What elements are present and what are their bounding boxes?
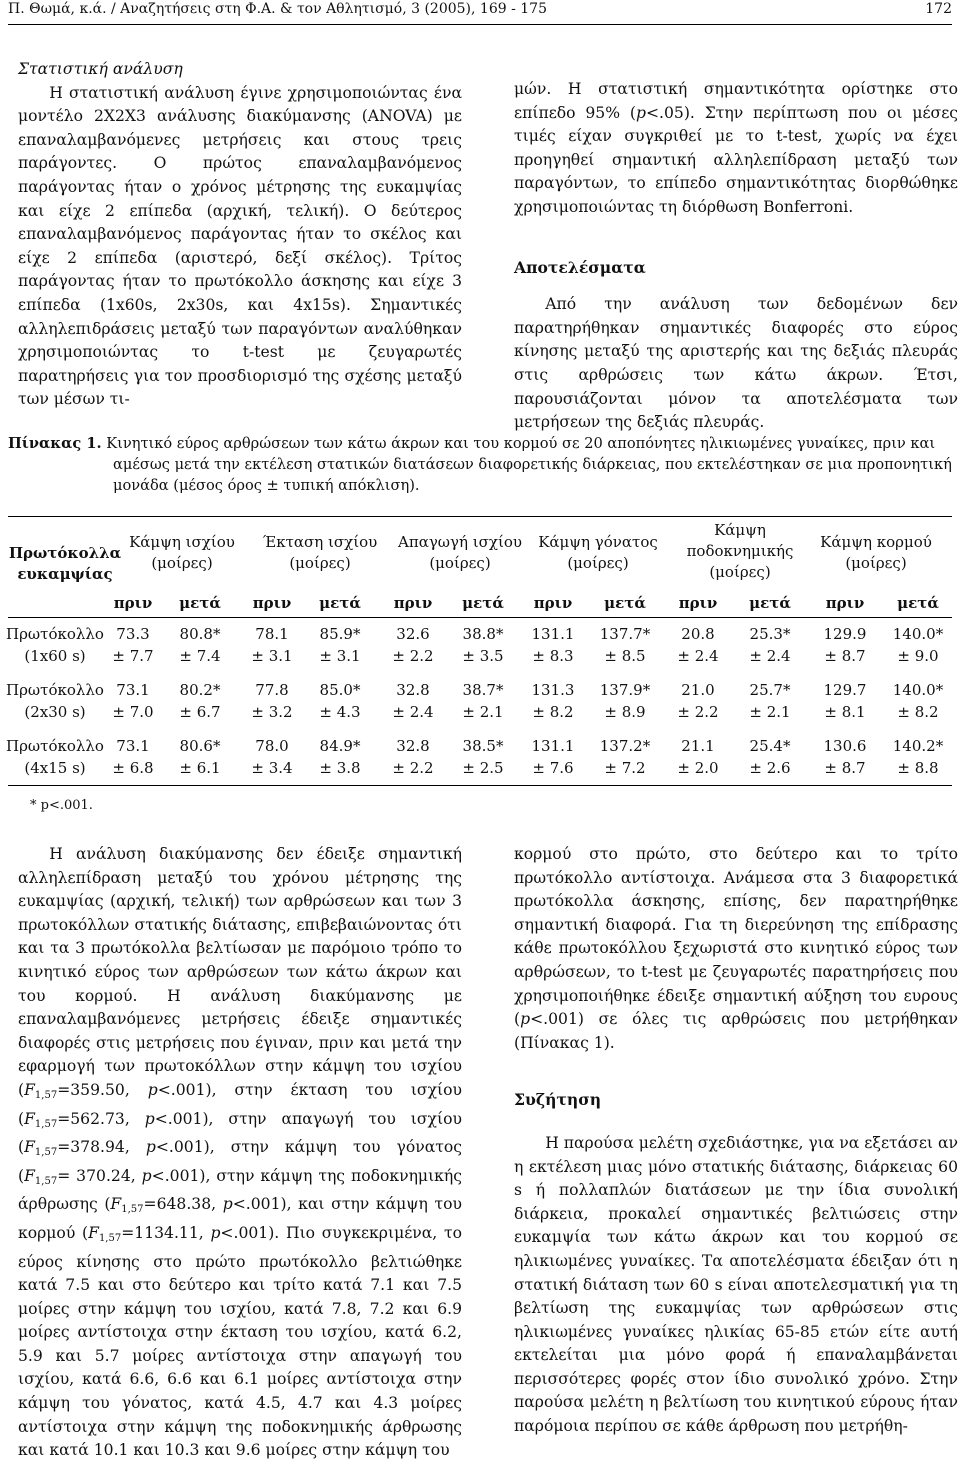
cell-mean: 73.1: [116, 681, 150, 699]
text-span: Η ανάλυση διακύμανσης δεν έδειξε σημαντική αλληλεπίδραση μεταξύ του χρόνου μέτρησης της ευκαμψίας (αρχική, τελική) των αρθρώσεων και των 3 πρωτοκόλλων στατικής διάτασης, επιβεβαιώνοντας ότι και τα 3 πρωτόκολλα βελτίωσαν με παρόμοιο τρόπο το κινητικό εύρος των αρθρώσεων των κάτω άκρων και του κορμού. Η ανάλυση διακύμανσης με επαναλαμβανόμενες μετρήσεις έδειξε σημαντικές διαφορές στις μετρήσεις που έγιναν, πριν και μετά την εφαρμογή των πρωτοκόλλων στην κάμψη του ισχίου (: [18, 845, 462, 1099]
cell-sd: ± 2.6: [749, 759, 791, 777]
cell-sd: ± 2.1: [462, 703, 504, 721]
text-span: <.05). Στην περίπτωση που οι μέσες τιμές είχαν συγκριθεί με το t-test, χωρίς να έχει προηγηθεί σημαντική αλληλεπίδραση μεταξύ των παραγόντων, το επίπεδο σημαντικότητας διορθώθηκε χρησιμοποιώντας τη διόρθωση Bonferroni.: [514, 103, 959, 216]
column-group-header: Κάμψη ποδοκνημικής (μοίρες): [686, 521, 794, 581]
cell-mean: 140.2*: [892, 737, 944, 755]
column-group-header: Έκταση ισχίου (μοίρες): [262, 533, 378, 572]
cell-sd: ± 7.0: [112, 703, 154, 721]
bottom-left-column: [18, 843, 462, 1463]
row-sublabel: (4x15 s): [24, 759, 86, 777]
cell-mean: 73.3: [116, 625, 150, 643]
cell-sd: ± 3.4: [251, 759, 293, 777]
cell-sd: ± 2.1: [749, 703, 791, 721]
cell-sd: ± 3.2: [251, 703, 293, 721]
cell-mean: 32.8: [396, 737, 430, 755]
text-span: <.001), στην απαγωγή του ισχίου (: [18, 1109, 462, 1157]
f-symbol: F: [24, 1109, 35, 1128]
caption-text: Κινητικό εύρος αρθρώσεων των κάτω άκρων και του κορμού σε 20 αποπόνητες ηλικιωμένες γυναίκες, πριν και αμέσως μετά την εκτέλεση στατικών διατάσεων διαφορετικής διάρκειας, που εκτελέστηκαν σε μια προπονητική μονάδα (μέσος όρος ± τυπική απόκλιση).: [101, 435, 952, 494]
df-subscript: 1,57: [34, 1175, 58, 1187]
cell-sd: ± 2.2: [677, 703, 719, 721]
cell-mean: 20.8: [681, 625, 715, 643]
cell-mean: 131.1: [531, 625, 575, 643]
p-symbol: p: [145, 1138, 156, 1157]
f-symbol: F: [24, 1166, 35, 1185]
row-sublabel: (1x60 s): [24, 647, 86, 665]
cell-mean: 73.1: [116, 737, 150, 755]
cell-mean: 131.3: [531, 681, 575, 699]
protocol-column-header: Πρωτόκολλα ευκαμψίας: [8, 544, 122, 583]
column-group-header: Κάμψη ισχίου (μοίρες): [129, 533, 235, 572]
cell-sd: ± 2.5: [462, 759, 504, 777]
cell-sd: ± 2.2: [392, 647, 434, 665]
text-span: <.001). Πιο συγκεκριμένα, το εύρος κίνησης στο πρώτο πρωτόκολλο βελτιώθηκε κατά 7.5 και στο δεύτερο και τρίτο κατά 7.1 και 7.5 μοίρες στην κάμψη του ισχίου, κατά 7.8, 7.2 και 6.9 μοίρες αντίστοιχα στην έκταση του ισχίου, κατά 6.2, 5.9 και 5.7 μοίρες αντίστοιχα στην απαγωγή του ισχίου, κατά 6.6, 6.6 και 6.1 μοίρες αντίστοιχα στην κάμψη του γόνατος, κατά 4.5, 4.7 και 4.3 μοίρες αντίστοιχα στην κάμψη της ποδοκνημικής άρθρωσης και κατά 10.1 και 10.3 και 9.6 μοίρες στην κάμψη του: [18, 1223, 462, 1460]
p-symbol: p: [147, 1080, 158, 1099]
p-symbol: p: [520, 1010, 531, 1029]
cell-mean: 32.8: [396, 681, 430, 699]
p-symbol: p: [222, 1195, 233, 1214]
text-span: <.001), στην κάμψη της ποδοκνημικής άρθρωσης (: [18, 1166, 463, 1214]
row-label: Πρωτόκολλο: [6, 737, 104, 755]
df-subscript: 1,57: [98, 1232, 122, 1244]
cell-sd: ± 7.2: [604, 759, 646, 777]
running-head-citation: Π. Θωμά, κ.ά. / Αναζητήσεις στη Φ.Α. & τον Αθλητισμό, 3 (2005), 169 - 175: [8, 1, 547, 17]
cell-sd: ± 7.7: [112, 647, 154, 665]
discussion-paragraph: Η παρούσα μελέτη σχεδιάστηκε, για να εξετάσει αν η εκτέλεση μιας μόνο στατικής διάτασης, διάρκειας 60 s ή πολλαπλών διατάσεων με την ίδια συνολική διάρκεια, προκαλεί σημαντικές βελτιώσεις στην ευκαμψία των κάτω άκρων και του κορμού σε ηλικιωμένες γυναίκες. Τα αποτελέσματα έδειξαν ότι η στατική διάταση των 60 s είναι αποτελεσματική για τη βελτίωση της ευκαμψίας των αρθρώσεων στις ηλικιωμένες γυναίκες ηλικίας 65-85 ετών είτε αυτή εκτελείται μια μόνο φορά ή επαναλαμβάνεται περισσότερες φορές στον ίδιο συνολικό χρόνο. Στην παρούσα μελέτη η βελτίωση του κινητικού εύρους ήταν παρόμοια περίπου σε κάθε άρθρωση που μετρήθη-: [514, 1133, 958, 1436]
cell-mean: 140.0*: [892, 625, 944, 643]
cell-sd: ± 9.0: [897, 647, 939, 665]
text-span: =1134.11,: [121, 1223, 211, 1242]
cell-sd: ± 2.4: [749, 647, 791, 665]
cell-sd: ± 2.4: [392, 703, 434, 721]
cell-sd: ± 7.6: [532, 759, 574, 777]
p-symbol: p: [635, 103, 646, 122]
subheader-pre: πριν: [678, 594, 718, 612]
f-symbol: F: [88, 1223, 99, 1242]
f-symbol: F: [110, 1195, 122, 1214]
text-span: <.001) σε όλες τις αρθρώσεις που μετρήθηκαν (Πίνακας 1).: [514, 1010, 958, 1052]
cell-mean: 78.0: [255, 737, 289, 755]
cell-sd: ± 3.8: [319, 759, 361, 777]
page-number: 172: [925, 1, 952, 17]
cell-mean: 130.6: [823, 737, 867, 755]
cell-sd: ± 6.1: [179, 759, 221, 777]
cell-sd: ± 8.7: [824, 647, 866, 665]
text-span: μών. Η στατιστική σημαντικότητα ορίστηκε στο επίπεδο 95% (: [514, 80, 958, 122]
cell-mean: 85.0*: [319, 681, 361, 699]
cell-mean: 38.8*: [462, 625, 504, 643]
cell-sd: ± 8.3: [532, 647, 574, 665]
bottom-right-column: [514, 843, 958, 1439]
cell-mean: 131.1: [531, 737, 575, 755]
cell-mean: 38.5*: [462, 737, 504, 755]
cell-sd: ± 8.7: [824, 759, 866, 777]
cell-mean: 80.6*: [179, 737, 221, 755]
text-span: =359.50,: [57, 1080, 148, 1099]
cell-mean: 77.8: [255, 681, 289, 699]
statistics-paragraph: Η στατιστική ανάλυση έγινε χρησιμοποιώντας ένα μοντέλο 2Χ2Χ3 ανάλυσης διακύμανσης (ANOVA) με επαναλαμβανόμενες μετρήσεις και στους τρεις παράγοντες. Ο πρώτος επαναλαμβανόμενος παράγοντας ήταν ο χρόνος μέτρησης της ευκαμψίας και είχε 2 επίπεδα (αρχική, τελική). Ο δεύτερος επαναλαμβανόμενος παράγοντας ήταν το σκέλος και είχε 2 επίπεδα (αριστερό, δεξί σκέλος). Τρίτος παράγοντας ήταν το πρωτόκολλο άσκησης και είχε 3 επίπεδα (1x60s, 2x30s, και 4x15s). Σημαντικές αλληλεπιδράσεις μεταξύ των παραγόντων αναλύθηκαν χρησιμοποιώντας το t-test με ζευγαρωτές παρατηρήσεις για τον προσδιορισμό της σχέσης μεταξύ των μέσων τι-: [18, 83, 462, 409]
subheader-post: μετά: [604, 594, 646, 612]
text-span: =378.94,: [57, 1138, 146, 1157]
text-span: <.001), στην κάμψη του γόνατος (: [18, 1138, 462, 1185]
section-heading-statistics: Στατιστική ανάλυση: [18, 60, 183, 78]
p-symbol: p: [144, 1109, 155, 1128]
cell-mean: 85.9*: [319, 625, 361, 643]
cell-sd: ± 4.3: [319, 703, 361, 721]
cell-mean: 80.2*: [179, 681, 221, 699]
cell-sd: ± 8.5: [604, 647, 646, 665]
results-paragraph: Από την ανάλυση των δεδομένων δεν παρατηρήθηκαν σημαντικές διαφορές στο εύρος κίνησης μεταξύ της αριστερής και της δεξιάς πλευράς στις αρθρώσεις των κάτω άκρων. Έτσι, παρουσιάζονται μόνον τα αποτελέσματα των μετρήσεων της δεξιάς πλευράς.: [514, 295, 958, 432]
cell-sd: ± 8.8: [897, 759, 939, 777]
subheader-pre: πριν: [533, 594, 573, 612]
cell-sd: ± 8.2: [897, 703, 939, 721]
subheader-post: μετά: [462, 594, 504, 612]
cell-mean: 21.1: [681, 737, 715, 755]
cell-mean: 21.0: [681, 681, 715, 699]
text-span: <.001), και στην κάμψη του κορμού (: [18, 1195, 462, 1242]
subheader-post: μετά: [749, 594, 791, 612]
subheader-post: μετά: [897, 594, 939, 612]
cell-mean: 129.9: [823, 625, 867, 643]
cell-sd: ± 7.4: [179, 647, 221, 665]
cell-mean: 78.1: [255, 625, 289, 643]
subheader-post: μετά: [319, 594, 361, 612]
f-symbol: F: [24, 1138, 35, 1157]
cell-sd: ± 2.2: [392, 759, 434, 777]
row-label: Πρωτόκολλο: [6, 625, 104, 643]
table-label: Πίνακας 1.: [8, 435, 102, 452]
text-span: = 370.24,: [57, 1166, 142, 1185]
subheader-pre: πριν: [252, 594, 292, 612]
p-symbol: p: [210, 1223, 221, 1242]
cell-mean: 137.2*: [599, 737, 651, 755]
cell-sd: ± 3.1: [319, 647, 361, 665]
cell-mean: 38.7*: [462, 681, 504, 699]
section-heading-results: Αποτελέσματα: [514, 257, 646, 277]
row-sublabel: (2x30 s): [24, 703, 86, 721]
section-heading-discussion: Συζήτηση: [514, 1090, 602, 1110]
cell-mean: 32.6: [396, 625, 430, 643]
subheader-pre: πριν: [393, 594, 433, 612]
text-span: κορμού στο πρώτο, στο δεύτερο και το τρίτο πρωτόκολλο αντίστοιχα. Ανάμεσα στα 3 διαφορετικά πρωτόκολλα άσκησης, επίσης, δεν παρατηρήθηκε σημαντική διαφορά. Για τη διερεύνηση της επίδρασης κάθε πρωτοκόλλου ξεχωριστά στο κινητικό εύρος των αρθρώσεων, το t-test με ζευγαρωτές παρατηρήσεις που χρησιμοποιήθηκε έδειξε σημαντική αύξηση του ευρους (: [514, 845, 958, 1029]
subheader-pre: πριν: [825, 594, 865, 612]
cell-sd: ± 3.1: [251, 647, 293, 665]
text-span: =562.73,: [57, 1109, 145, 1128]
df-subscript: 1,57: [34, 1118, 58, 1130]
df-subscript: 1,57: [121, 1204, 144, 1216]
cell-mean: 140.0*: [892, 681, 944, 699]
cell-mean: 25.4*: [749, 737, 791, 755]
cell-sd: ± 3.5: [462, 647, 504, 665]
text-span: <.001), στην έκταση του ισχίου (: [18, 1080, 463, 1128]
cell-mean: 137.9*: [599, 681, 651, 699]
cell-mean: 80.8*: [179, 625, 221, 643]
column-group-header: Κάμψη κορμού (μοίρες): [820, 533, 932, 572]
cell-sd: ± 2.0: [677, 759, 719, 777]
cell-mean: 84.9*: [319, 737, 361, 755]
ttest-paragraph: [514, 843, 958, 1055]
f-symbol: F: [24, 1080, 35, 1099]
cell-mean: 129.7: [823, 681, 867, 699]
cell-sd: ± 8.1: [824, 703, 866, 721]
cell-sd: ± 6.8: [112, 759, 154, 777]
df-subscript: 1,57: [34, 1147, 58, 1159]
cell-sd: ± 8.9: [604, 703, 646, 721]
cell-sd: ± 2.4: [677, 647, 719, 665]
cell-mean: 25.7*: [749, 681, 791, 699]
anova-paragraph: [18, 843, 462, 1463]
p-symbol: p: [141, 1166, 152, 1185]
subheader-post: μετά: [179, 594, 221, 612]
cell-mean: 137.7*: [599, 625, 651, 643]
column-group-header: Κάμψη γόνατος (μοίρες): [538, 533, 658, 572]
df-subscript: 1,57: [34, 1089, 58, 1101]
cell-mean: 25.3*: [749, 625, 791, 643]
column-group-header: Απαγωγή ισχίου (μοίρες): [398, 533, 522, 572]
subheader-pre: πριν: [113, 594, 153, 612]
cell-sd: ± 6.7: [179, 703, 221, 721]
table-footnote: * p<.001.: [30, 798, 93, 813]
text-span: =648.38,: [143, 1195, 223, 1214]
row-label: Πρωτόκολλο: [6, 681, 104, 699]
cell-sd: ± 8.2: [532, 703, 574, 721]
